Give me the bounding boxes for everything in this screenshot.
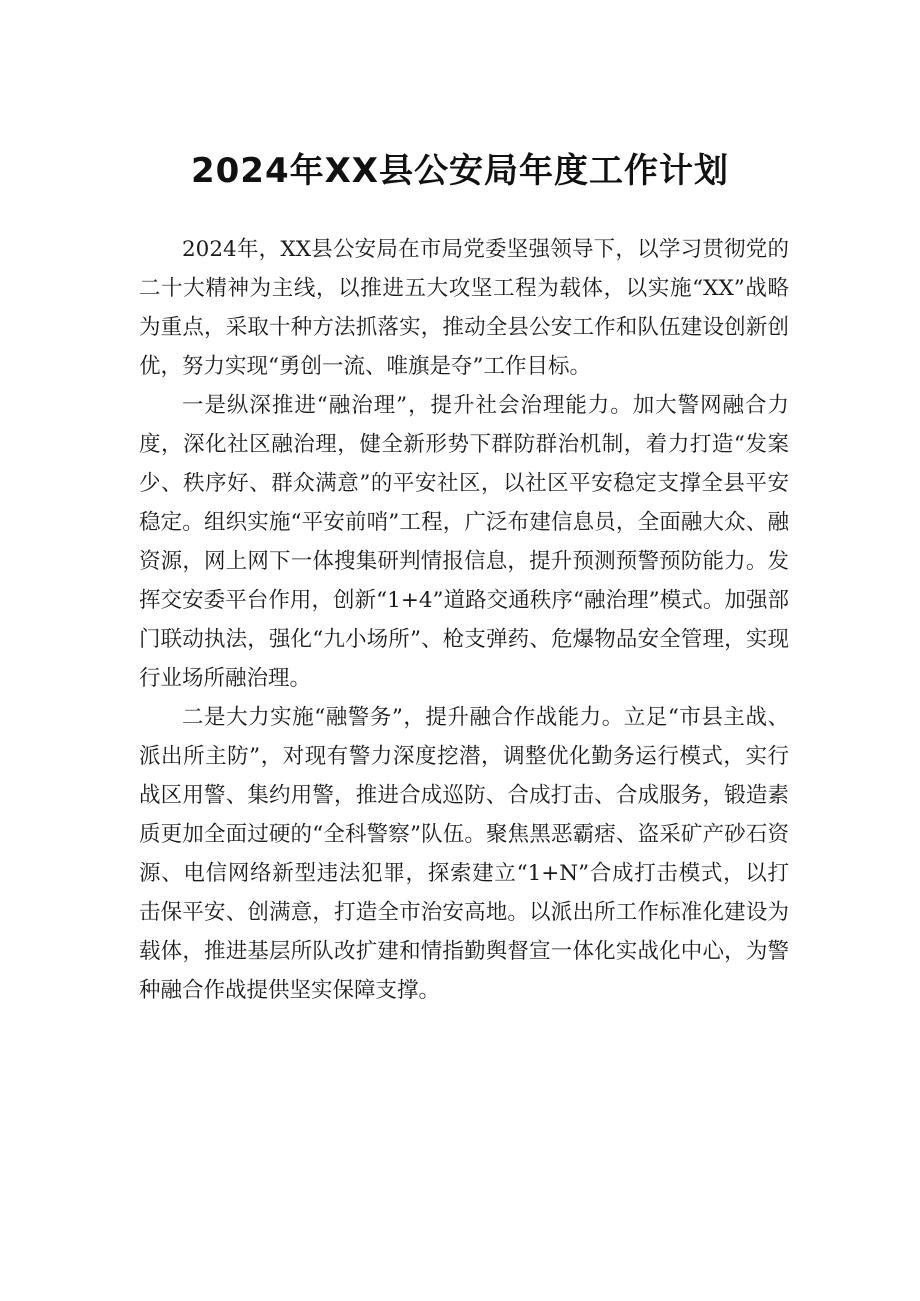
intro-paragraph: 2024年，XX县公安局在市局党委坚强领导下，以学习贯彻党的二十大精神为主线，以推进五大攻坚工程为载体，以实施“XX”战略为重点，采取十种方法抓落实，推动全县公安工作和队伍建设创新创优，努力实现“勇创一流、唯旗是夺”工作目标。 — [139, 237, 789, 379]
section-two-paragraph: 二是大力实施“融警务”，提升融合作战能力。立足“市县主战、派出所主防”，对现有警力深度挖潜，调整优化勤务运行模式，实行战区用警、集约用警，推进合成巡防、合成打击、合成服务，锻造素质更加全面过硬的“全科警察”队伍。聚焦黑恶霸痞、盗采矿产砂石资源、电信网络新型违法犯罪，探索建立“1+N”合成打击模式，以打击保平安、创满意，打造全市治安高地。以派出所工作标准化建设为载体，推进基层所队改扩建和情指勤舆督宣一体化实战化中心，为警种融合作战提供坚实保障支撑。 — [139, 705, 789, 1003]
section-one-paragraph: 一是纵深推进“融治理”，提升社会治理能力。加大警网融合力度，深化社区融治理，健全新形势下群防群治机制，着力打造“发案少、秩序好、群众满意”的平安社区，以社区平安稳定支撑全县平安稳定。组织实施“平安前哨”工程，广泛布建信息员，全面融大众、融资源，网上网下一体搜集研判情报信息，提升预测预警预防能力。发挥交安委平台作用，创新“1+4”道路交通秩序“融治理”模式。加强部门联动执法，强化“九小场所”、枪支弹药、危爆物品安全管理，实现行业场所融治理。 — [139, 393, 789, 691]
document-body — [139, 230, 789, 1010]
document-title: 2024年XX县公安局年度工作计划 — [190, 150, 730, 191]
